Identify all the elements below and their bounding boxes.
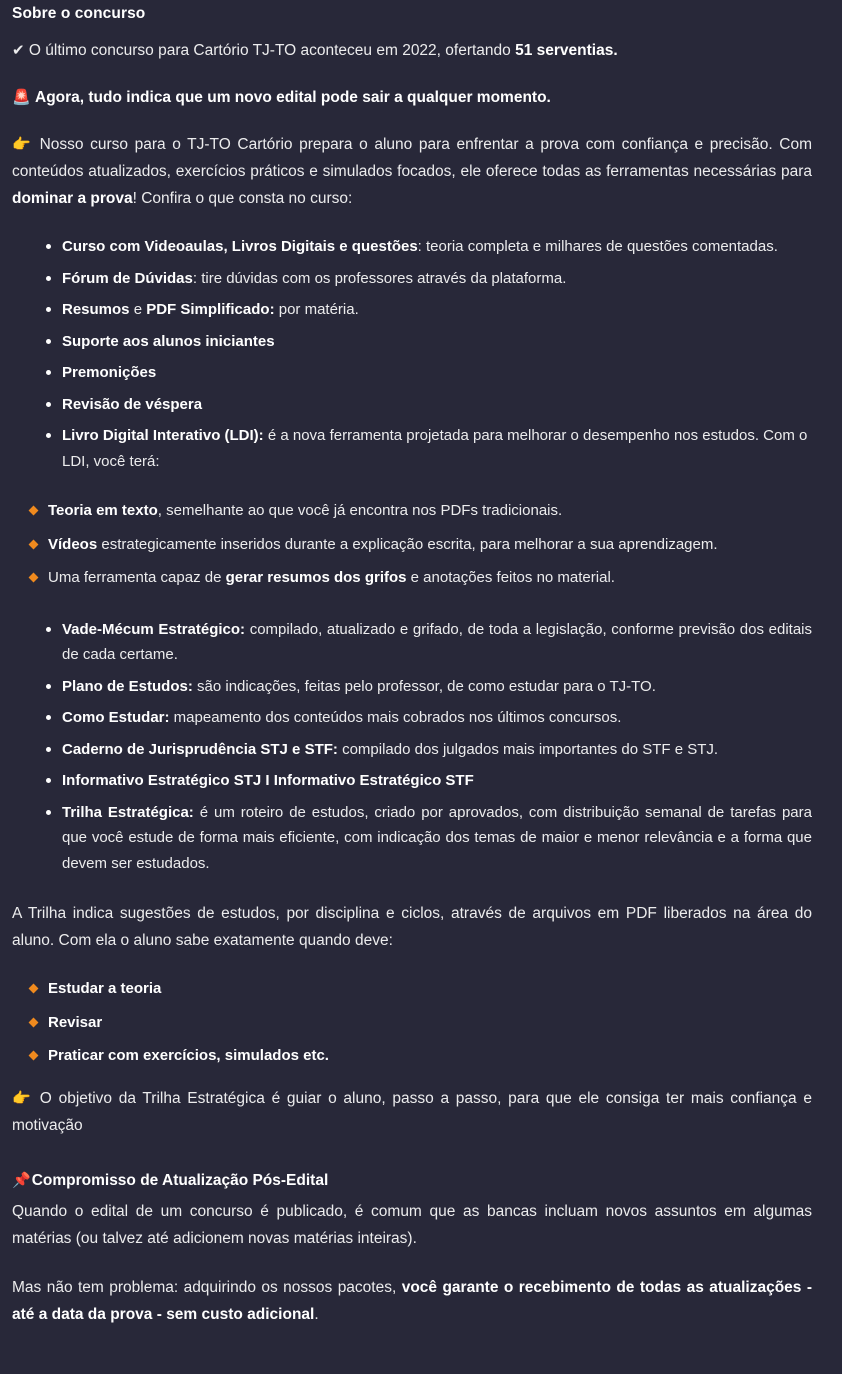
list-item xyxy=(46,705,812,731)
list-item xyxy=(46,360,812,386)
commitment-text-pre: Mas não tem problema: adquirindo os nossos pacotes, xyxy=(12,1278,402,1296)
page-title: Sobre o concurso xyxy=(12,5,146,22)
course-intro-highlight: dominar a prova xyxy=(12,190,133,208)
feature-label: Revisão de véspera xyxy=(62,395,203,413)
list-item xyxy=(46,423,812,474)
list-item xyxy=(46,297,812,323)
list-item xyxy=(46,800,812,877)
list-item xyxy=(20,565,812,591)
commitment-title xyxy=(12,1171,812,1192)
ldi-features-list xyxy=(12,498,812,591)
material-label: Caderno de Jurisprudência STJ e STF: xyxy=(62,740,338,758)
commitment-text-post: . xyxy=(314,1305,319,1323)
last-contest-text: O último concurso para Cartório TJ-TO aconteceu em 2022, ofertando xyxy=(28,42,516,60)
material-desc: mapeamento dos conteúdos mais cobrados nos últimos concursos. xyxy=(169,709,622,727)
spacer xyxy=(12,488,812,498)
list-item xyxy=(46,234,812,260)
material-label: Como Estudar: xyxy=(62,709,170,727)
ldi-label: Teoria em texto xyxy=(48,502,158,520)
alert-paragraph xyxy=(12,84,812,111)
trilha-description: A Trilha indica sugestões de estudos, por disciplina e ciclos, através de arquivos em PDF liberados na área do aluno. Com ela o aluno sabe exatamente quando deve: xyxy=(12,905,812,950)
material-label: Vade-Mécum Estratégico: xyxy=(62,620,246,638)
course-intro-text-1: Nosso curso para o TJ-TO Cartório prepara o aluno para enfrentar a prova com confiança e precisão. Com conteúdos atualizados, exercícios práticos e simulados focados, ele oferece todas as ferramentas necessárias para xyxy=(12,136,812,181)
pointing-finger-icon: 👉 xyxy=(12,1088,34,1107)
ldi-desc: , semelhante ao que você já encontra nos PDFs tradicionais. xyxy=(157,502,563,520)
feature-label: Premonições xyxy=(62,364,157,382)
list-item xyxy=(46,737,812,763)
pushpin-icon: 📌 xyxy=(12,1170,31,1189)
list-item xyxy=(46,768,812,794)
ldi-desc: e anotações feitos no material. xyxy=(406,569,615,587)
ldi-pre: Uma ferramenta capaz de xyxy=(48,569,226,587)
course-features-list xyxy=(12,234,812,474)
commitment-paragraph-1: Quando o edital de um concurso é publicado, é comum que as bancas incluam novos assuntos em algumas matérias (ou talvez até adicionem novas matérias inteiras). xyxy=(12,1202,812,1247)
commitment-paragraph-2 xyxy=(12,1274,812,1328)
spacer xyxy=(12,607,812,617)
ldi-label: Vídeos xyxy=(48,535,98,553)
siren-icon: 🚨 xyxy=(12,88,31,107)
list-item xyxy=(20,976,812,1002)
last-contest-paragraph xyxy=(12,37,812,64)
feature-desc: é a nova ferramenta projetada para melhorar o desempenho nos estudos. Com o LDI, você terá: xyxy=(62,427,808,470)
spacer xyxy=(12,1161,812,1171)
pointing-finger-icon: 👉 xyxy=(12,135,33,154)
commitment-title-text: Compromisso de Atualização Pós-Edital xyxy=(31,1171,329,1189)
material-desc: são indicações, feitas pelo professor, de como estudar para o TJ-TO. xyxy=(192,677,656,695)
material-desc: é um roteiro de estudos, criado por aprovados, com distribuição semanal de tarefas para que você estude de forma mais eficiente, com indicação dos temas de maior e menor relevância e a forma que devem ser estudados. xyxy=(62,803,812,872)
trilha-step: Revisar xyxy=(48,1013,103,1031)
feature-label: Livro Digital Interativo (LDI): xyxy=(62,427,264,445)
ldi-desc: estrategicamente inseridos durante a explicação escrita, para melhorar a sua aprendizagem. xyxy=(97,535,718,553)
material-desc: compilado dos julgados mais importantes do STF e STJ. xyxy=(337,740,719,758)
feature-desc: : teoria completa e milhares de questões comentadas. xyxy=(417,238,778,256)
feature-sep: e xyxy=(129,301,147,319)
trilha-step: Estudar a teoria xyxy=(48,980,162,998)
feature-label: Fórum de Dúvidas xyxy=(62,269,193,287)
trilha-steps-list xyxy=(12,976,812,1069)
feature-label: Curso com Videoaulas, Livros Digitais e questões xyxy=(62,238,418,256)
course-intro-paragraph xyxy=(12,131,812,212)
list-item xyxy=(46,329,812,355)
list-item xyxy=(46,392,812,418)
feature-desc: por matéria. xyxy=(274,301,359,319)
material-label: Informativo Estratégico STJ I Informativo Estratégico STF xyxy=(62,772,474,790)
trilha-objective-text: O objetivo da Trilha Estratégica é guiar o aluno, passo a passo, para que ele consiga ter mais confiança e motivação xyxy=(12,1089,812,1134)
trilha-objective-paragraph xyxy=(12,1085,812,1139)
commitment-highlight: você garante o recebimento de todas as atualizações - até a data da prova - sem custo adicional xyxy=(12,1278,812,1323)
check-icon: ✔ xyxy=(12,41,25,60)
course-intro-text-2: ! Confira o que consta no curso: xyxy=(132,190,353,208)
last-contest-highlight: 51 serventias. xyxy=(515,42,618,60)
spacer xyxy=(12,890,812,900)
list-item xyxy=(20,498,812,524)
trilha-step: Praticar com exercícios, simulados etc. xyxy=(48,1047,329,1065)
material-label: Plano de Estudos: xyxy=(62,677,193,695)
material-desc: compilado, atualizado e grifado, de toda a legislação, conforme previsão dos editais de cada certame. xyxy=(62,620,812,664)
ldi-label: gerar resumos dos grifos xyxy=(225,569,407,587)
list-item xyxy=(20,532,812,558)
list-item xyxy=(46,617,812,668)
materials-list xyxy=(12,617,812,877)
material-label: Trilha Estratégica: xyxy=(62,803,194,821)
feature-label: Resumos xyxy=(62,301,130,319)
feature-desc: : tire dúvidas com os professores através da plataforma. xyxy=(192,269,567,287)
feature-label-2: PDF Simplificado: xyxy=(146,301,275,319)
list-item xyxy=(20,1010,812,1036)
feature-label: Suporte aos alunos iniciantes xyxy=(62,332,275,350)
list-item xyxy=(46,674,812,700)
list-item xyxy=(20,1043,812,1069)
list-item xyxy=(46,266,812,292)
alert-text: Agora, tudo indica que um novo edital pode sair a qualquer momento. xyxy=(35,89,551,107)
